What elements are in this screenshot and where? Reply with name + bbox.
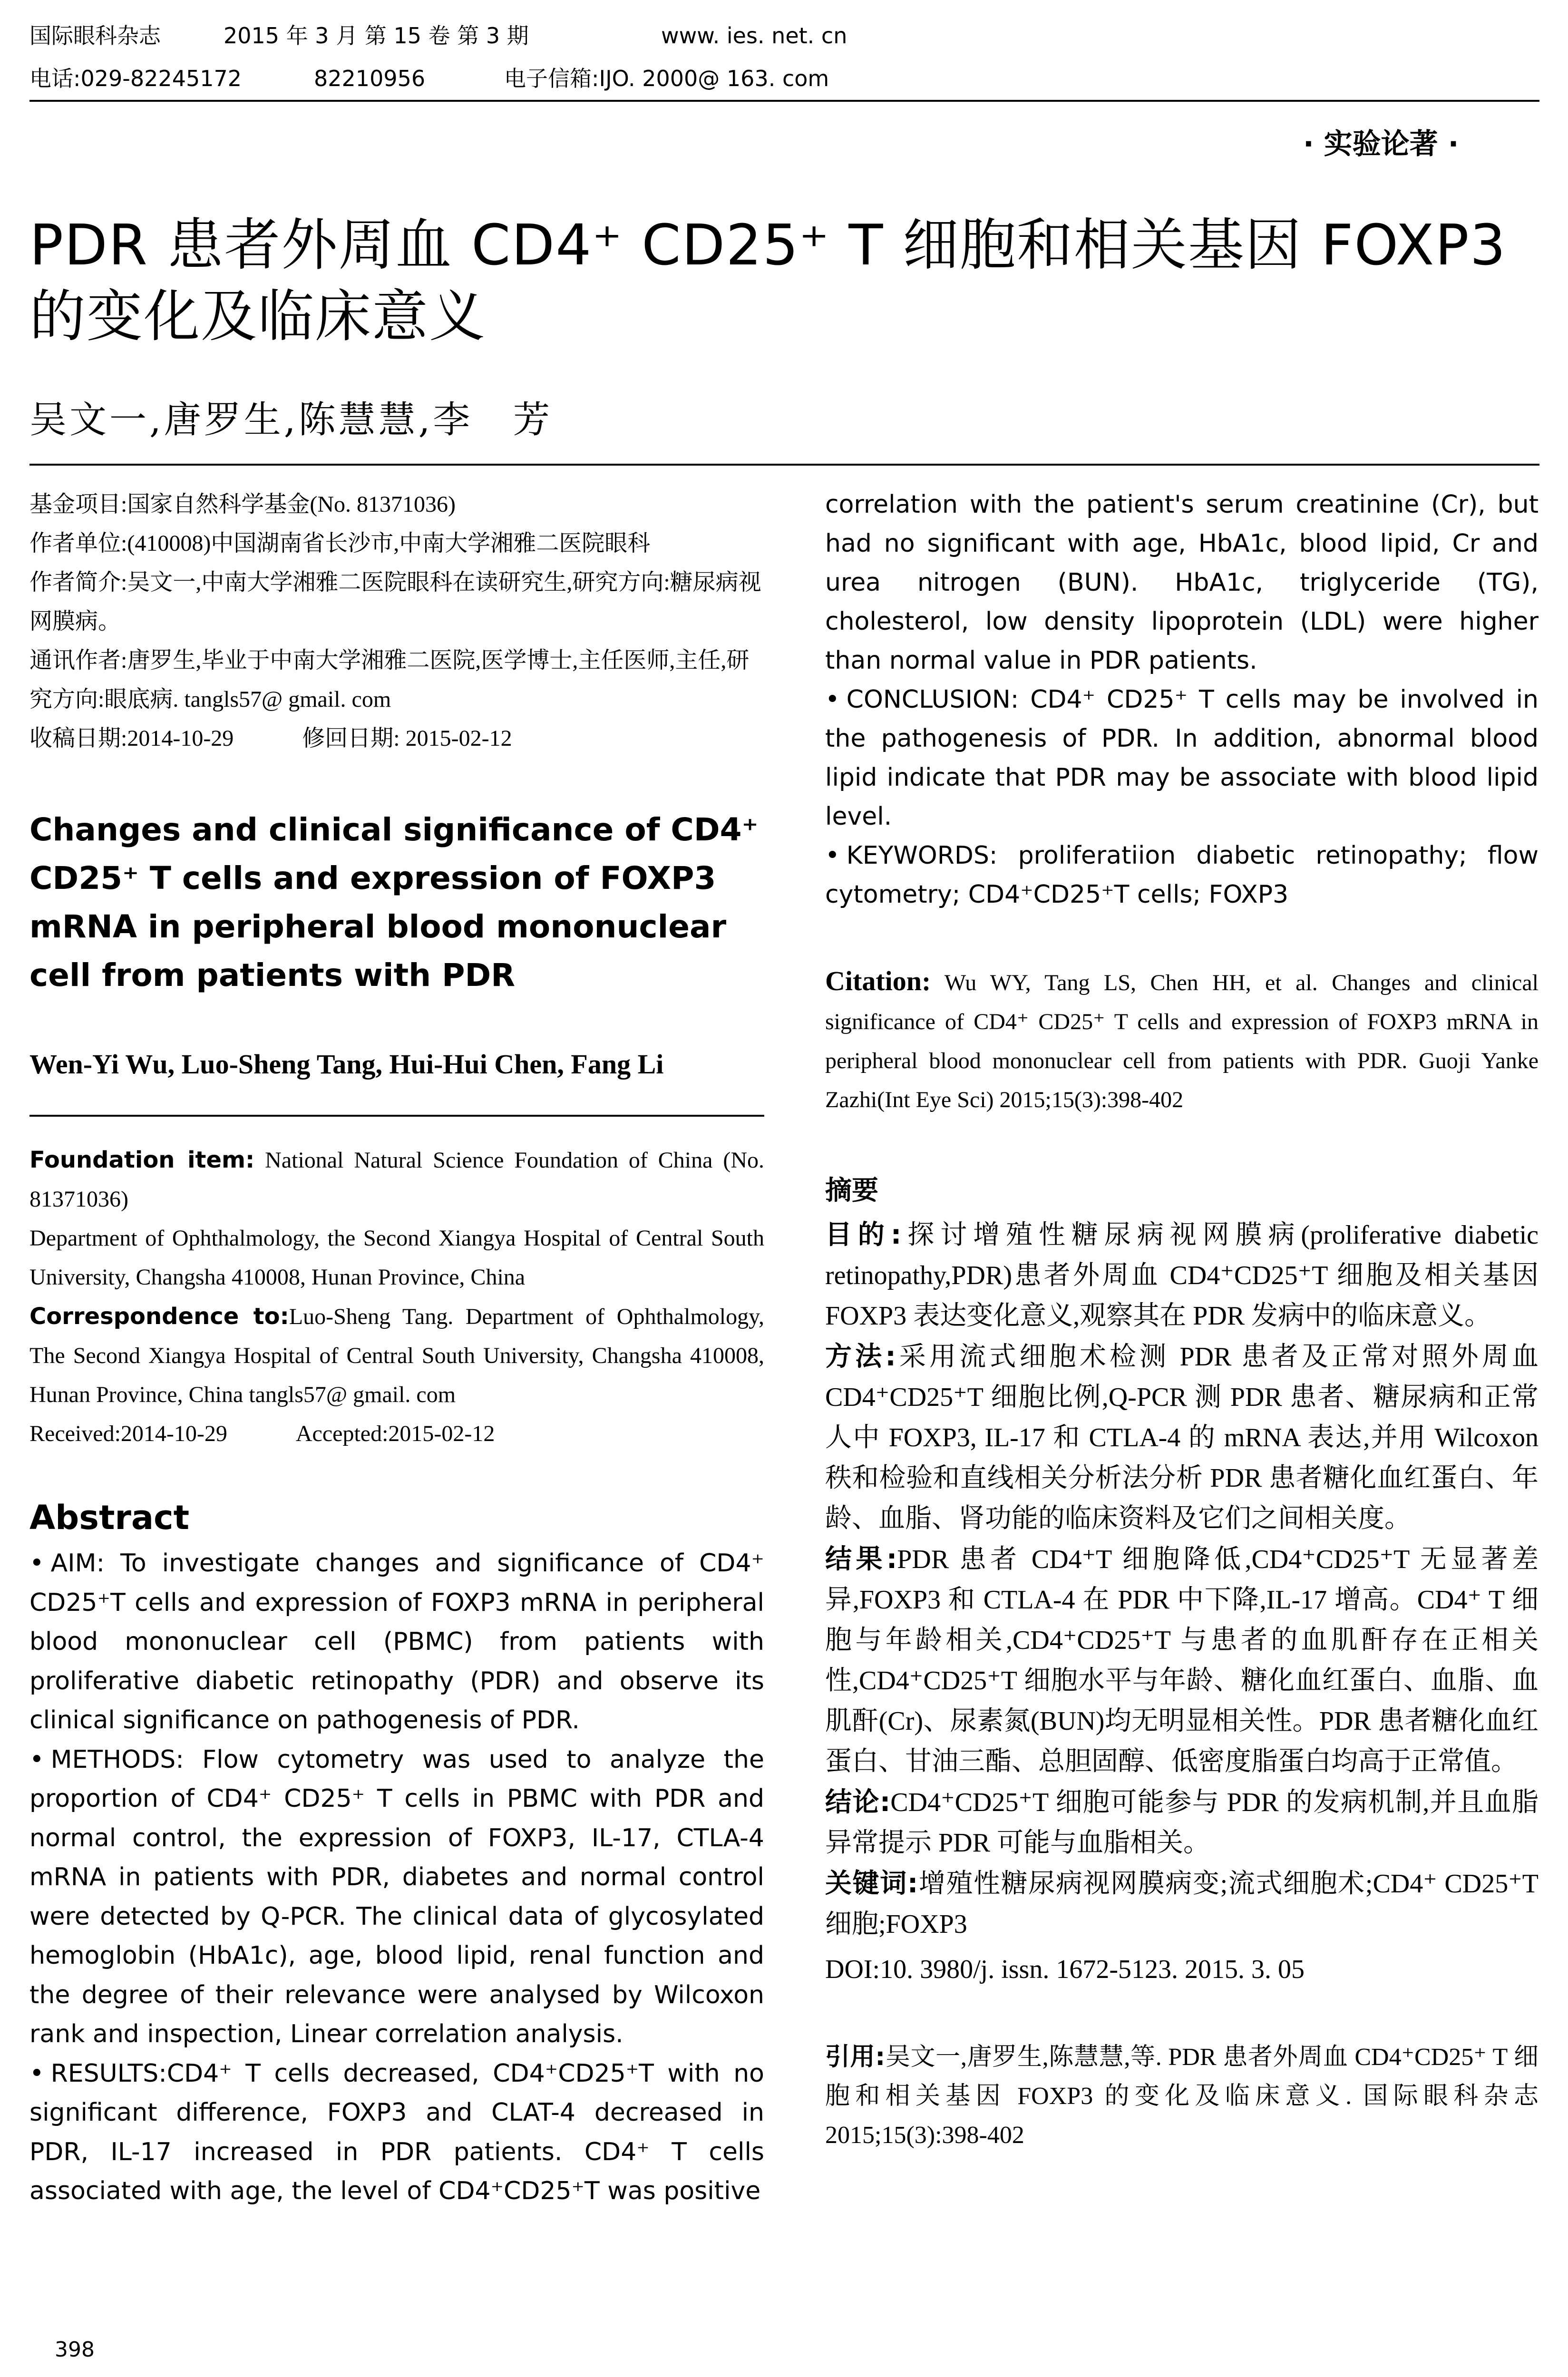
correspondence-label: Correspondence to: xyxy=(29,1303,289,1330)
results-label: 结果: xyxy=(825,1544,897,1575)
header-email[interactable]: 电子信箱:IJO. 2000@ 163. com xyxy=(504,66,829,91)
abstract-methods: • METHODS: Flow cytometry was used to analyze the proportion of CD4⁺ CD25⁺ T cells in PBMC with PDR and normal control, the expression of FOXP3, IL-17, CTLA-4 mRNA in patients with PDR, diabetes and normal control were detected by Q-PCR. The clinical data of glycosylated hemoglobin (HbA1c), age, blood lipid, renal function and the degree of their relevance were analysed by Wilcoxon rank and inspection, Linear correlation analysis. xyxy=(29,1740,764,2054)
keywords-text: 增殖性糖尿病视网膜病变;流式细胞术;CD4⁺ CD25⁺T 细胞;FOXP3 xyxy=(825,1869,1539,1939)
correspondence xyxy=(29,1297,764,1414)
abstract-heading: Abstract xyxy=(29,1498,190,1537)
author-bio-cn: 作者简介:吴文一,中南大学湘雅二医院眼科在读研究生,研究方向:糖尿病视网膜病。 xyxy=(29,570,761,634)
methods-text: 采用流式细胞术检测 PDR 患者及正常对照外周血 CD4⁺CD25⁺T 细胞比例,Q-PCR 测 PDR 患者、糖尿病和正常人中 FOXP3, IL-17 和 CTLA-4 的 mRNA 表达,并用 Wilcoxon 秩和检验和直线相关分析法分析 PDR 患者糖化血红蛋白、年龄、血脂、肾功能的临床资料及它们之间相关度。 xyxy=(825,1342,1539,1533)
title-cn-line1: PDR 患者外周血 CD4⁺ CD25⁺ T 细胞和相关基因 FOXP3 xyxy=(29,212,1507,278)
citation-en xyxy=(825,962,1539,1120)
header-issue: 2015 年 3 月 第 15 卷 第 3 期 xyxy=(224,23,529,49)
citation-text: Wu WY, Tang LS, Chen HH, et al. Changes and clinical significance of CD4⁺ CD25⁺ T cells and expression of FOXP3 mRNA in peripheral blood mononuclear cell from patients with PDR. Guoji Yanke Zazhi(Int Eye Sci) 2015;15(3):398-402 xyxy=(825,970,1539,1112)
results-text: PDR 患者 CD4⁺T 细胞降低,CD4⁺CD25⁺T 无显著差异,FOXP3 和 CTLA-4 在 PDR 中下降,IL-17 增高。CD4⁺ T 细胞与年龄相关,CD4⁺CD25⁺T 与患者的血肌酐存在正相关性,CD4⁺CD25⁺T 细胞水平与年龄、糖化血红蛋白、血脂、血肌酐(Cr)、尿素氮(BUN)均无明显相关性。PDR 患者糖化血红蛋白、甘油三酯、总胆固醇、低密度脂蛋白均高于正常值。 xyxy=(825,1545,1539,1776)
en-authors: Wen-Yi Wu, Luo-Sheng Tang, Hui-Hui Chen, Fang Li xyxy=(29,1049,664,1080)
results-cn xyxy=(825,1539,1539,1782)
foundation-text: National Natural Science Foundation of China (No. 81371036) xyxy=(29,1148,765,1212)
authors-cn: 吴文一,唐罗生,陈慧慧,李 芳 xyxy=(29,399,553,441)
foundation-label: Foundation item: xyxy=(29,1147,255,1173)
conclusion-text: CD4⁺CD25⁺T 细胞可能参与 PDR 的发病机制,并且血脂异常提示 PDR 可能与血脂相关。 xyxy=(825,1788,1539,1858)
abstract-en xyxy=(29,1544,764,2211)
methods-cn xyxy=(825,1336,1539,1539)
page-number: 398 xyxy=(55,2338,95,2362)
abstract-results: • RESULTS:CD4⁺ T cells decreased, CD4⁺CD25⁺T with no significant difference, FOXP3 and CLAT-4 decreased in PDR, IL-17 increased in PDR patients. CD4⁺ T cells associated with age, the level of CD4⁺CD25⁺T was positive xyxy=(29,2054,764,2211)
purpose-cn xyxy=(825,1215,1539,1336)
dates-cn: 收稿日期:2014-10-29 修回日期: 2015-02-12 xyxy=(29,726,512,751)
citation-label: Citation: xyxy=(825,965,931,996)
correspondence-text: Luo-Sheng Tang. Department of Ophthalmology, The Second Xiangya Hospital of Central South University, Changsha 410008, Hunan Province, China tangls57@ gmail. com xyxy=(29,1304,764,1407)
received-accepted: Received:2014-10-29 Accepted:2015-02-12 xyxy=(29,1421,495,1446)
fund-cn: 基金项目:国家自然科学基金(No. 81371036) xyxy=(29,492,456,517)
affiliation-cn: 作者单位:(410008)中国湖南省长沙市,中南大学湘雅二医院眼科 xyxy=(29,531,651,556)
cn-abstract-heading: 摘要 xyxy=(825,1175,878,1206)
doi[interactable]: DOI:10. 3980/j. issn. 1672-5123. 2015. 3. 05 xyxy=(825,1955,1305,1984)
title-cn xyxy=(29,209,1539,352)
en-title: Changes and clinical significance of CD4⁺ CD25⁺ T cells and expression of FOXP3 mRNA in peripheral blood mononuclear cell from patients with PDR xyxy=(29,811,759,994)
cite-cn xyxy=(825,2037,1539,2155)
abstract-keywords: • KEYWORDS: proliferatiion diabetic retinopathy; flow cytometry; CD4⁺CD25⁺T cells; FOXP3 xyxy=(825,836,1539,914)
title-rule xyxy=(29,464,1539,466)
methods-label: 方法: xyxy=(825,1341,896,1372)
abstract-en-cont xyxy=(825,485,1539,914)
conclusion-cn xyxy=(825,1782,1539,1863)
abstract-cn xyxy=(825,1215,1539,1990)
keywords-label: 关键词: xyxy=(825,1868,918,1899)
correspondence-cn: 通讯作者:唐罗生,毕业于中南大学湘雅二医院,医学博士,主任医师,主任,研究方向:眼底病. tangls57@ gmail. com xyxy=(29,648,750,712)
title-cn-line2: 的变化及临床意义 xyxy=(29,283,487,349)
cite-text: 吴文一,唐罗生,陈慧慧,等. PDR 患者外周血 CD4⁺CD25⁺ T 细胞和相关基因 FOXP3 的变化及临床意义. 国际眼科杂志 2015;15(3):398-402 xyxy=(825,2044,1539,2149)
abstract-aim: • AIM: To investigate changes and significance of CD4⁺ CD25⁺T cells and expression of FOXP3 mRNA in peripheral blood mononuclear cell (PBMC) from patients with proliferative diabetic retinopathy (PDR) and observe its clinical significance on pathogenesis of PDR. xyxy=(29,1544,764,1740)
header-rule xyxy=(29,100,1539,102)
abstract-conclusion: • CONCLUSION: CD4⁺ CD25⁺ T cells may be involved in the pathogenesis of PDR. In addition, abnormal blood lipid indicate that PDR may be associate with blood lipid level. xyxy=(825,680,1539,836)
right-column xyxy=(825,485,1539,2155)
cite-label: 引用: xyxy=(825,2043,886,2071)
foundation-item xyxy=(29,1140,764,1219)
purpose-label: 目的: xyxy=(825,1219,902,1250)
header-website[interactable]: www. ies. net. cn xyxy=(661,23,847,49)
section-label: · 实验论著 · xyxy=(1303,127,1459,161)
abstract-results-cont: correlation with the patient's serum creatinine (Cr), but had no significant with age, HbA1c, blood lipid, Cr and urea nitrogen (BUN). HbA1c, triglyceride (TG), cholesterol, low density lipoprotein (LDL) were higher than normal value in PDR patients. xyxy=(825,490,1539,675)
keywords-cn xyxy=(825,1863,1539,1945)
header-phone: 电话:029-82245172 xyxy=(29,66,242,91)
purpose-text: 探讨增殖性糖尿病视网膜病(proliferative diabetic retinopathy,PDR)患者外周血 CD4⁺CD25⁺T 细胞及相关基因 FOXP3 表达变化意义,观察其在 PDR 发病中的临床意义。 xyxy=(825,1220,1539,1331)
header-phone2: 82210956 xyxy=(314,66,426,91)
authors-rule xyxy=(29,1115,764,1117)
left-column xyxy=(29,485,764,2211)
header-journal: 国际眼科杂志 xyxy=(29,23,161,49)
department: Department of Ophthalmology, the Second Xiangya Hospital of Central South University, Changsha 410008, Hunan Province, China xyxy=(29,1226,764,1290)
cn-metadata xyxy=(29,485,764,758)
en-metadata xyxy=(29,1140,764,1453)
conclusion-label: 结论: xyxy=(825,1787,891,1818)
